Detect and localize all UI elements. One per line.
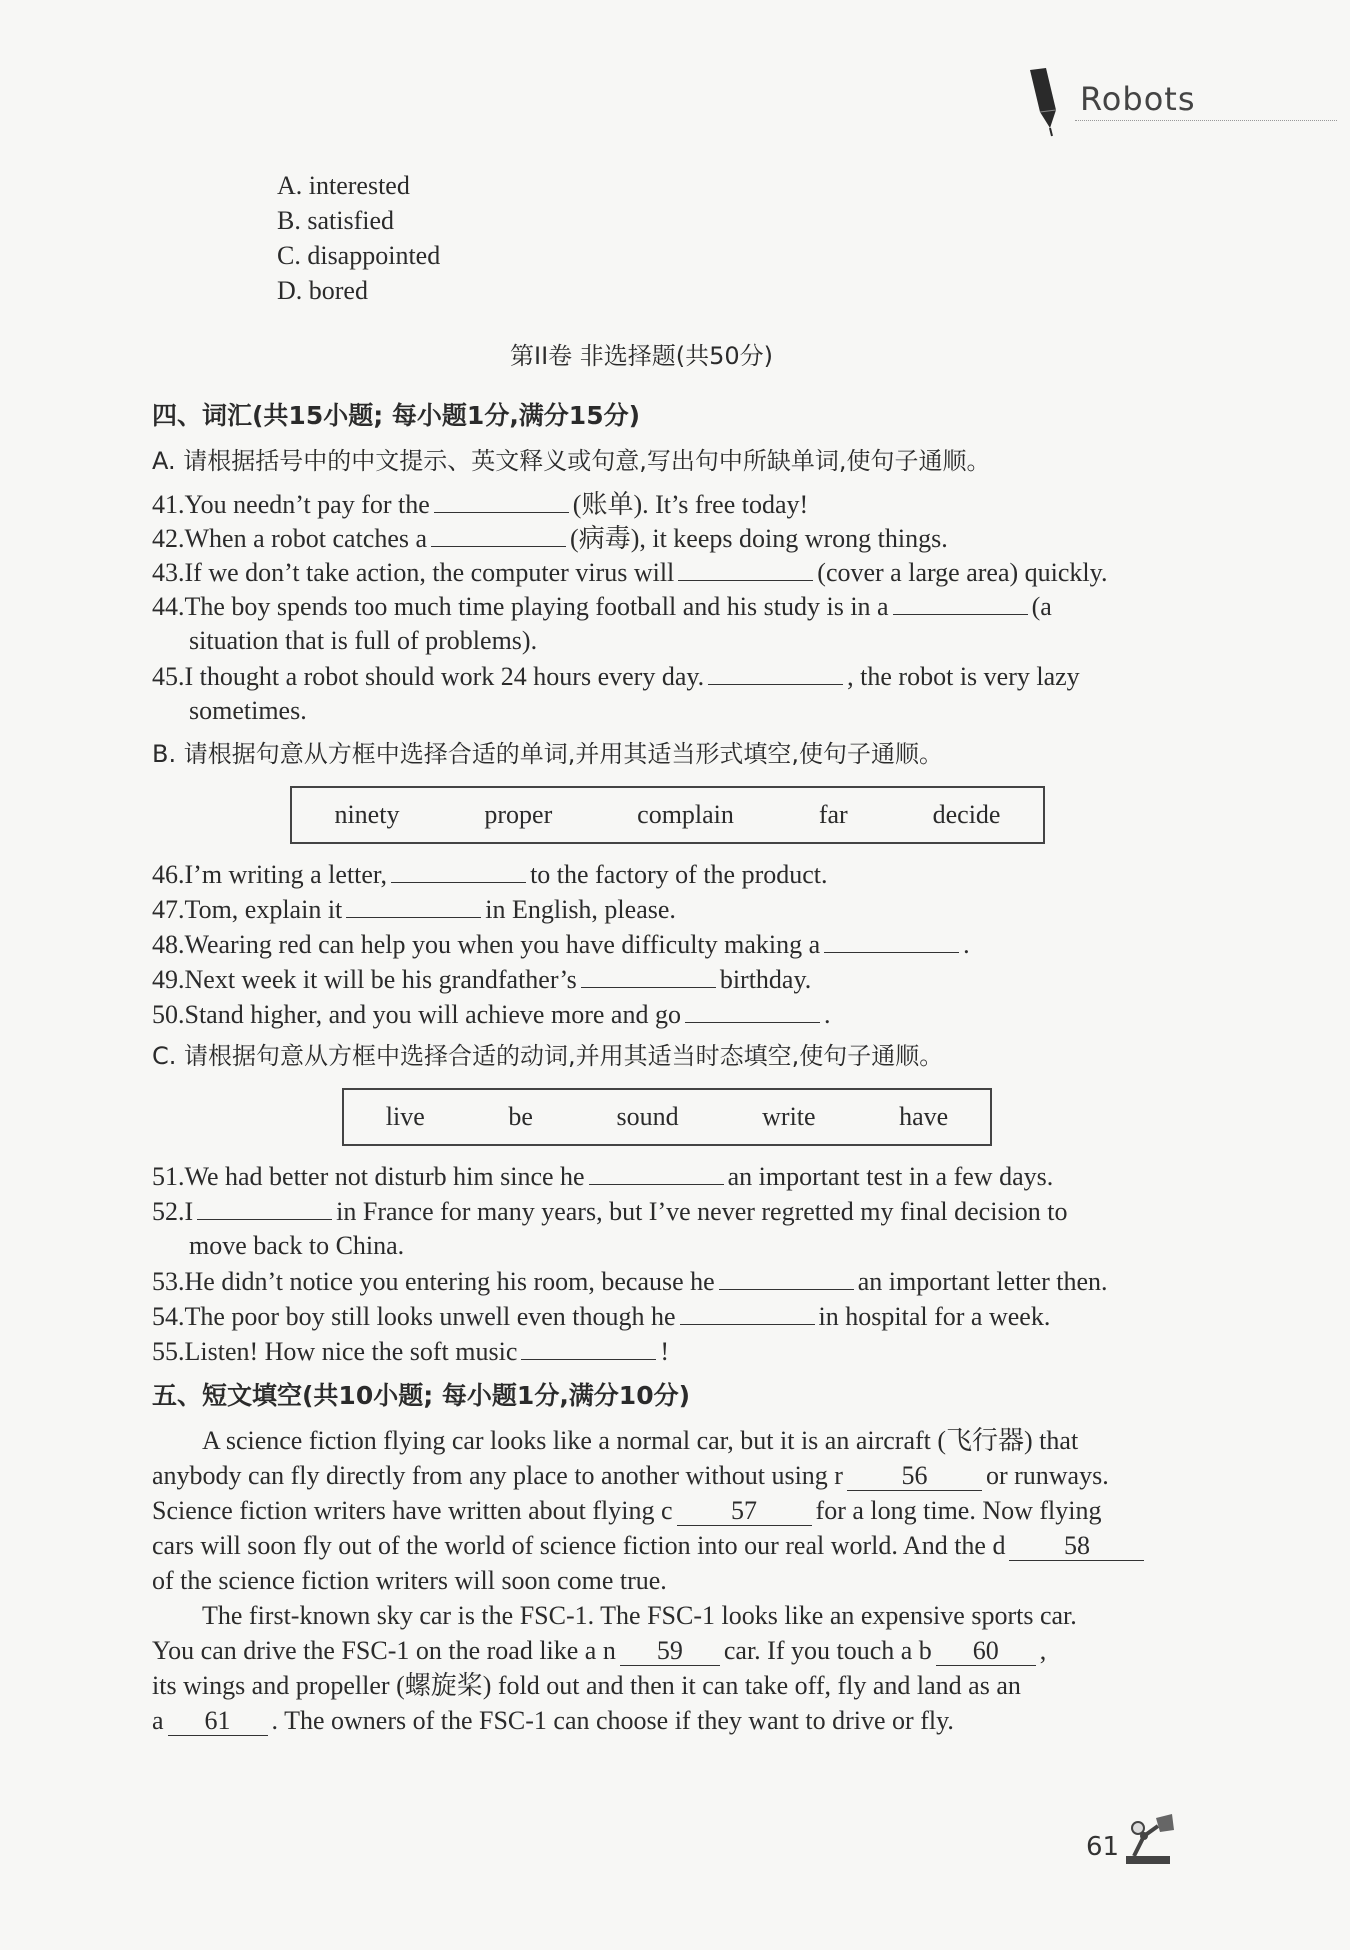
question-41: 41.You needn’t pay for the (账单). It’s free today! <box>152 490 809 519</box>
option-a: A. interested <box>277 171 410 200</box>
question-52-cont: move back to China. <box>189 1231 405 1260</box>
answer-blank-61[interactable]: 61 <box>168 1707 268 1736</box>
answer-blank-58[interactable]: 58 <box>1009 1532 1144 1561</box>
page-number: 61 <box>1086 1832 1120 1862</box>
option-c: C. disappointed <box>277 241 441 270</box>
word-option: ninety <box>334 800 400 829</box>
word-option: far <box>818 800 848 829</box>
word-option: live <box>385 1102 425 1131</box>
header-rule <box>1075 120 1337 121</box>
passage-line: anybody can fly directly from any place to another without using r 56 or runways. <box>152 1461 1109 1490</box>
question-44-cont: situation that is full of problems). <box>189 626 538 655</box>
option-d: D. bored <box>277 276 368 305</box>
question-50: 50.Stand higher, and you will achieve more and go . <box>152 1000 831 1029</box>
word-option: sound <box>616 1102 679 1131</box>
answer-blank[interactable] <box>581 963 716 988</box>
question-45-cont: sometimes. <box>189 696 307 725</box>
word-option: proper <box>484 800 553 829</box>
question-47: 47.Tom, explain it in English, please. <box>152 895 676 924</box>
question-43: 43.If we don’t take action, the computer virus will (cover a large area) quickly. <box>152 558 1108 587</box>
passage-line: cars will soon fly out of the world of science fiction into our real world. And the d 58 <box>152 1530 1148 1562</box>
part4-title: 四、词汇(共15小题; 每小题1分,满分15分) <box>152 401 641 430</box>
passage-line: Science fiction writers have written about flying c 57 for a long time. Now flying <box>152 1496 1102 1525</box>
answer-blank[interactable] <box>521 1335 656 1360</box>
answer-blank[interactable] <box>197 1195 332 1220</box>
answer-blank-57[interactable]: 57 <box>677 1497 812 1526</box>
answer-blank-60[interactable]: 60 <box>936 1637 1036 1666</box>
question-45: 45.I thought a robot should work 24 hours every day. , the robot is very lazy <box>152 662 1080 691</box>
part4-b-instructions: B. 请根据句意从方框中选择合适的单词,并用其适当形式填空,使句子通顺。 <box>152 740 943 768</box>
question-52: 52.I in France for many years, but I’ve never regretted my final decision to <box>152 1197 1068 1226</box>
section-title: 第II卷 非选择题(共50分) <box>510 342 774 370</box>
answer-blank[interactable] <box>893 590 1028 615</box>
part4-c-instructions: C. 请根据句意从方框中选择合适的动词,并用其适当时态填空,使句子通顺。 <box>152 1042 944 1070</box>
question-54: 54.The poor boy still looks unwell even though he in hospital for a week. <box>152 1302 1051 1331</box>
answer-blank[interactable] <box>708 660 843 685</box>
answer-blank[interactable] <box>685 998 820 1023</box>
pen-icon <box>1022 66 1070 138</box>
answer-blank[interactable] <box>391 858 526 883</box>
passage-line: of the science fiction writers will soon come true. <box>152 1566 667 1595</box>
answer-blank[interactable] <box>719 1265 854 1290</box>
answer-blank[interactable] <box>678 556 813 581</box>
answer-blank[interactable] <box>346 893 481 918</box>
question-53: 53.He didn’t notice you entering his room, because he an important letter then. <box>152 1267 1108 1296</box>
robot-lamp-icon <box>1120 1806 1182 1868</box>
word-box-c <box>342 1088 992 1146</box>
word-option: be <box>508 1102 533 1131</box>
question-49: 49.Next week it will be his grandfather’s birthday. <box>152 965 812 994</box>
answer-blank[interactable] <box>680 1300 815 1325</box>
word-option: write <box>762 1102 816 1131</box>
question-55: 55.Listen! How nice the soft music ! <box>152 1337 670 1366</box>
answer-blank-59[interactable]: 59 <box>620 1637 720 1666</box>
word-box-b <box>290 786 1045 844</box>
answer-blank[interactable] <box>824 928 959 953</box>
option-b: B. satisfied <box>277 206 394 235</box>
question-42: 42.When a robot catches a (病毒), it keeps doing wrong things. <box>152 524 948 553</box>
passage-line: A science fiction flying car looks like a normal car, but it is an aircraft (飞行器) that <box>202 1426 1079 1455</box>
answer-blank[interactable] <box>431 522 566 547</box>
passage-line: The first-known sky car is the FSC-1. The FSC-1 looks like an expensive sports car. <box>202 1601 1077 1630</box>
answer-blank-56[interactable]: 56 <box>847 1462 982 1491</box>
question-44: 44.The boy spends too much time playing football and his study is in a (a <box>152 592 1052 621</box>
word-option: decide <box>932 800 1001 829</box>
passage-line: its wings and propeller (螺旋桨) fold out and then it can take off, fly and land as an <box>152 1671 1021 1700</box>
part5-title: 五、短文填空(共10小题; 每小题1分,满分10分) <box>152 1381 691 1410</box>
passage-line: You can drive the FSC-1 on the road like a n 59 car. If you touch a b 60 , <box>152 1636 1047 1665</box>
chapter-title: Robots <box>1080 80 1196 118</box>
word-option: have <box>899 1102 949 1131</box>
word-option: complain <box>637 800 734 829</box>
answer-blank[interactable] <box>589 1160 724 1185</box>
passage-line: a 61 . The owners of the FSC-1 can choose if they want to drive or fly. <box>152 1706 954 1735</box>
part4-a-instructions: A. 请根据括号中的中文提示、英文释义或句意,写出句中所缺单词,使句子通顺。 <box>152 447 991 475</box>
question-46: 46.I’m writing a letter, to the factory of the product. <box>152 860 828 889</box>
question-48: 48.Wearing red can help you when you have difficulty making a . <box>152 930 970 959</box>
answer-blank[interactable] <box>434 488 569 513</box>
question-51: 51.We had better not disturb him since he an important test in a few days. <box>152 1162 1054 1191</box>
